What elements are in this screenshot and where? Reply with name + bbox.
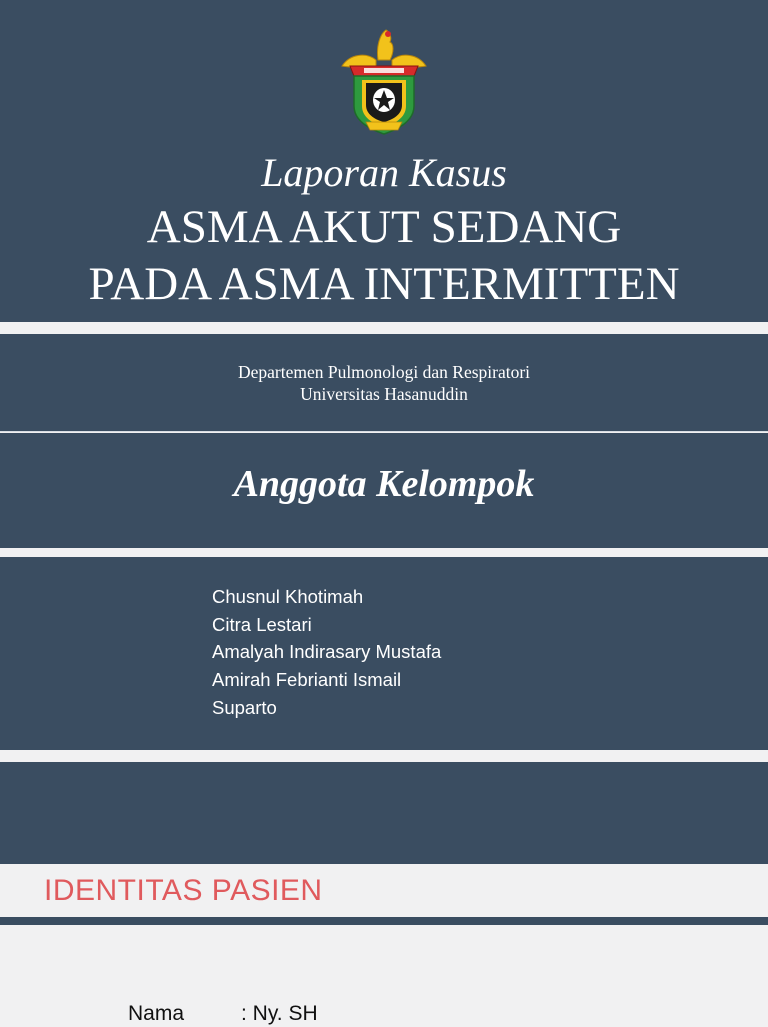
department-name: Departemen Pulmonologi dan Respiratori bbox=[237, 362, 531, 382]
university-emblem-logo bbox=[336, 26, 432, 136]
list-item: Amirah Febrianti Ismail bbox=[212, 669, 402, 691]
slide-subtitle: Laporan Kasus bbox=[261, 150, 507, 195]
list-item: Chusnul Khotimah bbox=[212, 586, 364, 607]
group-title: Anggota Kelompok bbox=[233, 463, 535, 505]
identity-divider bbox=[0, 917, 768, 925]
identity-value: : Ny. SH bbox=[241, 1002, 318, 1025]
list-item: Citra Lestari bbox=[212, 613, 312, 635]
slide-title-line-2: PADA ASMA INTERMITTEN bbox=[88, 258, 680, 310]
members-slide bbox=[0, 557, 768, 750]
blank-slide bbox=[0, 762, 768, 864]
identity-slide-header bbox=[0, 864, 768, 917]
department-slide bbox=[0, 334, 768, 432]
group-title-slide bbox=[0, 433, 768, 548]
university-name: Universitas Hasanuddin bbox=[300, 384, 468, 404]
identity-slide-body bbox=[0, 925, 768, 1024]
slide-title-line-1: ASMA AKUT SEDANG bbox=[146, 201, 622, 253]
identity-row-name bbox=[128, 1001, 318, 1027]
title-slide bbox=[0, 0, 768, 322]
identity-label: Nama bbox=[128, 1002, 185, 1025]
list-item: Amalyah Indirasary Mustafa bbox=[212, 641, 442, 663]
member-list bbox=[212, 583, 441, 722]
identity-heading: IDENTITAS PASIEN bbox=[44, 874, 323, 907]
list-item: Suparto bbox=[212, 696, 277, 718]
